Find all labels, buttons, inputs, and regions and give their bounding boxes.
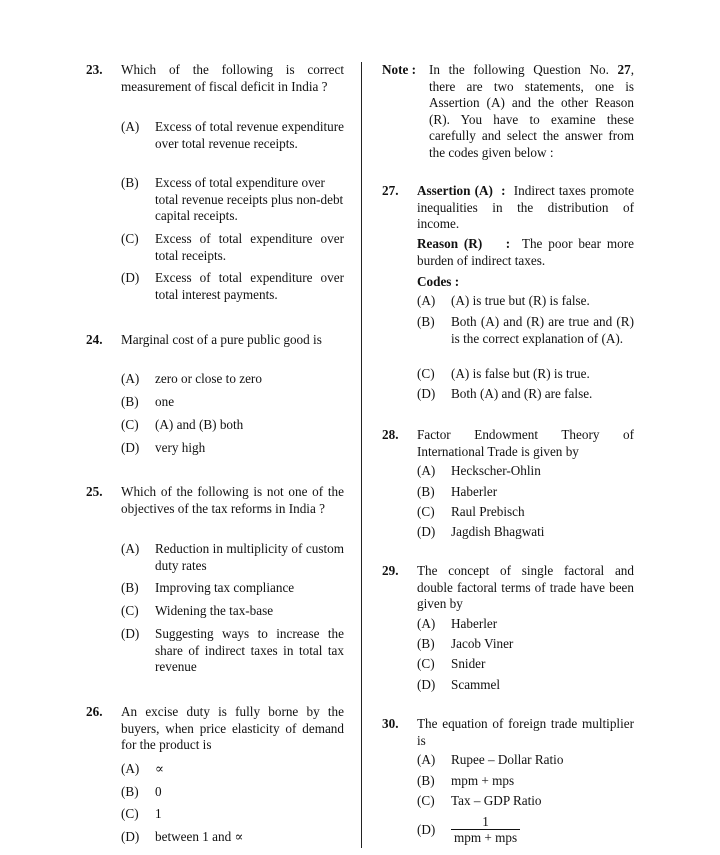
option-24-b — [121, 394, 344, 411]
question-number: 25. — [86, 484, 103, 499]
option-29-d — [417, 677, 634, 694]
question-text: The equation of foreign trade multiplier is — [417, 716, 634, 748]
option-text: Reduction in multiplicity of custom duty rates — [155, 541, 344, 573]
reason-row — [417, 236, 634, 269]
assertion-text: Indirect taxes promote inequalities in the distribution of income. — [417, 183, 634, 231]
question-25 — [86, 484, 344, 517]
option-28-d — [417, 524, 634, 541]
option-29-a — [417, 616, 634, 633]
note-block — [382, 62, 634, 161]
option-label: (B) — [121, 580, 139, 595]
option-text: Raul Prebisch — [451, 504, 525, 519]
option-29-b — [417, 636, 634, 653]
option-label: (C) — [121, 806, 139, 821]
note-question-ref: 27 — [617, 62, 631, 77]
option-text: one — [155, 394, 175, 409]
codes-heading — [382, 274, 634, 291]
option-text: Excess of total expenditure over total revenue receipts plus non-debt capital receipts. — [155, 175, 344, 223]
question-text: The concept of single factoral and double factoral terms of trade have been given by — [417, 563, 634, 611]
option-label: (D) — [121, 829, 140, 844]
option-text: Tax – GDP Ratio — [451, 793, 542, 808]
reason-separator: : — [505, 236, 511, 251]
option-27-b — [417, 314, 634, 347]
option-23-d — [121, 270, 344, 303]
option-label: (B) — [417, 773, 435, 788]
option-label: (A) — [417, 752, 436, 767]
option-27-d — [417, 386, 634, 403]
option-text: ∝ — [155, 761, 164, 776]
assertion-label: Assertion (A) — [417, 183, 493, 198]
option-25-d — [121, 626, 344, 676]
option-label: (C) — [417, 793, 435, 808]
question-text: An excise duty is fully borne by the buyers, when price elasticity of demand for the product is — [121, 704, 344, 752]
question-29 — [382, 563, 634, 613]
option-label: (A) — [121, 119, 140, 134]
option-label: (D) — [417, 822, 436, 837]
option-25-b — [121, 580, 344, 597]
assertion-separator: : — [501, 183, 506, 198]
option-text: very high — [155, 440, 206, 455]
fraction-numerator: 1 — [451, 814, 520, 830]
option-25-c — [121, 603, 344, 620]
question-28 — [382, 427, 634, 460]
option-28-c — [417, 504, 634, 521]
note-text — [429, 62, 634, 161]
question-number: 24. — [86, 332, 103, 347]
option-text: Haberler — [451, 484, 498, 499]
option-30-c — [417, 793, 634, 810]
option-27-c — [417, 366, 634, 383]
option-label: (D) — [417, 386, 436, 401]
option-label: (C) — [417, 366, 435, 381]
option-text: (A) is false but (R) is true. — [451, 366, 590, 381]
note-label: Note : — [382, 62, 417, 77]
reason-text: The poor bear more burden of indirect taxes. — [417, 236, 635, 268]
option-text: Jacob Viner — [451, 636, 514, 651]
option-text: mpm + mps — [451, 773, 515, 788]
option-30-b — [417, 773, 634, 790]
option-26-a — [121, 761, 344, 778]
option-24-c — [121, 417, 344, 434]
option-23-b — [121, 175, 344, 225]
option-text: 1 — [155, 806, 162, 821]
question-number: 28. — [382, 427, 399, 442]
assertion-row — [417, 183, 634, 233]
option-26-c — [121, 806, 344, 823]
question-26 — [86, 704, 344, 754]
question-27 — [382, 183, 634, 233]
option-24-a — [121, 371, 344, 388]
question-number: 27. — [382, 183, 399, 198]
option-fraction-wrap — [451, 814, 634, 846]
question-24 — [86, 332, 344, 349]
option-label: (B) — [417, 314, 435, 329]
reason-label: Reason (R) — [417, 236, 483, 251]
option-label: (C) — [417, 656, 435, 671]
note-text-after: , there are two statements, one is Assertion (A) and the other Reason (R). You have to examine these carefully and select the answer from the codes given below : — [429, 62, 634, 160]
option-text: Haberler — [451, 616, 498, 631]
option-text: Rupee – Dollar Ratio — [451, 752, 564, 767]
question-number: 30. — [382, 716, 399, 731]
option-label: (C) — [121, 417, 139, 432]
question-number: 29. — [382, 563, 399, 578]
option-label: (A) — [121, 761, 140, 776]
option-text: Excess of total expenditure over total interest payments. — [155, 270, 344, 302]
option-text: Excess of total expenditure over total receipts. — [155, 231, 344, 263]
question-text: Which of the following is not one of the objectives of the tax reforms in India ? — [121, 484, 344, 516]
option-text: Improving tax compliance — [155, 580, 295, 595]
option-30-a — [417, 752, 634, 769]
reason-block — [382, 236, 634, 269]
option-label: (C) — [121, 603, 139, 618]
column-divider — [361, 62, 362, 848]
option-label: (D) — [417, 524, 436, 539]
question-text: Factor Endowment Theory of International Trade is given by — [417, 427, 634, 459]
question-text: Which of the following is correct measurement of fiscal deficit in India ? — [121, 62, 344, 94]
question-number: 23. — [86, 62, 103, 77]
option-text: Suggesting ways to increase the share of indirect taxes in total tax revenue — [155, 626, 344, 674]
option-30-d — [417, 814, 634, 846]
option-label: (B) — [121, 784, 139, 799]
option-26-b — [121, 784, 344, 801]
option-label: (B) — [121, 175, 139, 190]
option-label: (B) — [417, 636, 435, 651]
option-text: (A) and (B) both — [155, 417, 244, 432]
option-23-a — [121, 119, 344, 152]
option-text: between 1 and ∝ — [155, 829, 244, 844]
option-28-a — [417, 463, 634, 480]
option-label: (D) — [121, 626, 140, 641]
option-25-a — [121, 541, 344, 574]
question-text: Marginal cost of a pure public good is — [121, 332, 322, 347]
option-label: (D) — [417, 677, 436, 692]
question-number: 26. — [86, 704, 103, 719]
option-label: (A) — [121, 541, 140, 556]
option-label: (A) — [417, 463, 436, 478]
option-text: zero or close to zero — [155, 371, 262, 386]
question-30 — [382, 716, 634, 749]
option-29-c — [417, 656, 634, 673]
option-24-d — [121, 440, 344, 457]
option-text: Both (A) and (R) are true and (R) is the correct explanation of (A). — [451, 314, 634, 346]
option-label: (C) — [121, 231, 139, 246]
option-label: (A) — [417, 293, 436, 308]
option-text: 0 — [155, 784, 162, 799]
option-28-b — [417, 484, 634, 501]
option-text: Heckscher-Ohlin — [451, 463, 541, 478]
option-text: Jagdish Bhagwati — [451, 524, 545, 539]
codes-label: Codes : — [417, 274, 460, 289]
option-text: Both (A) and (R) are false. — [451, 386, 593, 401]
option-text: Widening the tax-base — [155, 603, 274, 618]
option-label: (B) — [417, 484, 435, 499]
option-label: (D) — [121, 440, 140, 455]
option-text: Excess of total revenue expenditure over total revenue receipts. — [155, 119, 344, 151]
option-label: (D) — [121, 270, 140, 285]
option-label: (A) — [417, 616, 436, 631]
option-text: Snider — [451, 656, 486, 671]
option-label: (A) — [121, 371, 140, 386]
note-text-before: In the following Question No. — [429, 62, 609, 77]
question-23 — [86, 62, 344, 95]
option-26-d — [121, 829, 344, 846]
option-23-c — [121, 231, 344, 264]
option-text: Scammel — [451, 677, 501, 692]
option-label: (B) — [121, 394, 139, 409]
fraction — [451, 814, 520, 846]
fraction-denominator: mpm + mps — [454, 830, 518, 845]
option-text: (A) is true but (R) is false. — [451, 293, 590, 308]
option-label: (C) — [417, 504, 435, 519]
option-27-a — [417, 293, 634, 310]
